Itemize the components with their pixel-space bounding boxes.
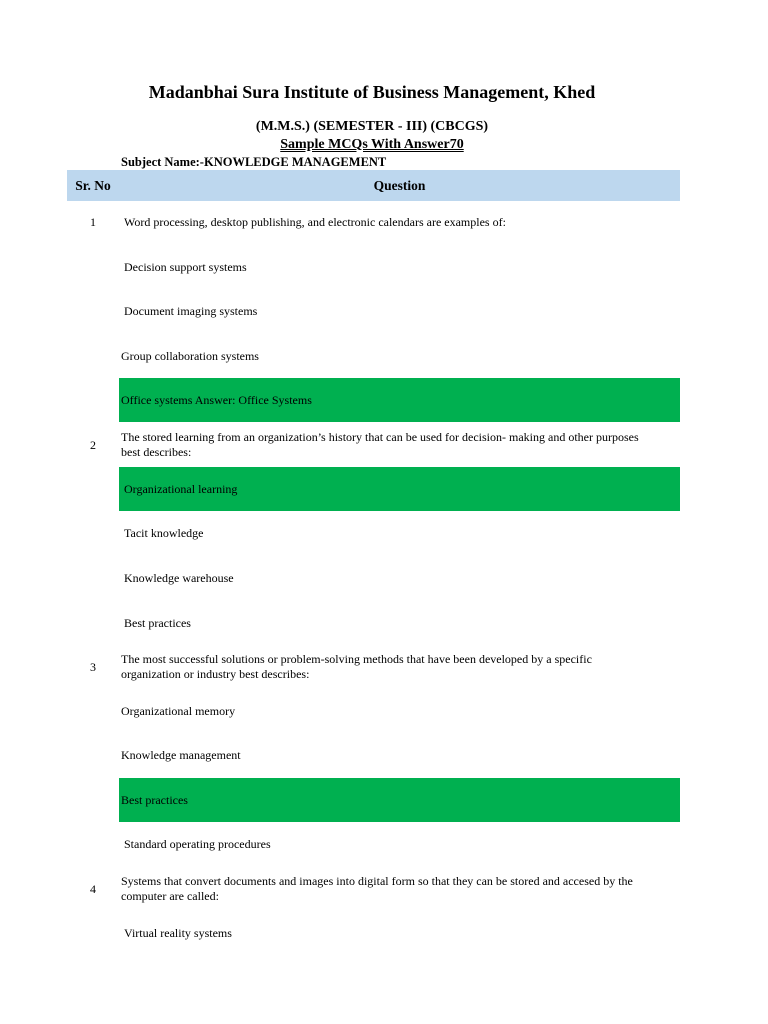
question-text: computer are called: — [121, 889, 219, 903]
correct-answer-option: Office systems Answer: Office Systems — [119, 378, 680, 422]
answer-option: Best practices — [124, 616, 191, 630]
question-number: 4 — [90, 882, 96, 896]
question-text: best describes: — [121, 445, 192, 459]
answer-option: Group collaboration systems — [121, 349, 259, 363]
question-text: Word processing, desktop publishing, and electronic calendars are examples of: — [124, 215, 506, 229]
answer-option: Document imaging systems — [124, 304, 258, 318]
answer-option: Virtual reality systems — [124, 926, 232, 940]
question-text: organization or industry best describes: — [121, 667, 310, 681]
column-header-sr-no: Sr. No — [75, 178, 111, 193]
question-text: Systems that convert documents and images into digital form so that they can be stored and accesed by the — [121, 874, 633, 888]
question-text: The most successful solutions or problem-solving methods that have been developed by a specific — [121, 652, 592, 666]
correct-answer-option: Organizational learning — [119, 467, 680, 511]
document-title: Madanbhai Sura Institute of Business Management, Khed — [148, 82, 596, 102]
column-header-question: Question — [373, 178, 426, 193]
answer-option: Organizational memory — [121, 704, 236, 718]
answer-option: Knowledge warehouse — [124, 571, 234, 585]
question-number: 3 — [90, 660, 96, 674]
correct-answer-option: Best practices — [119, 778, 680, 822]
subject-name: Subject Name:-KNOWLEDGE MANAGEMENT — [121, 155, 387, 169]
answer-option: Knowledge management — [121, 748, 241, 762]
question-number: 1 — [90, 215, 96, 229]
document-heading — [0, 137, 744, 153]
table-header-row — [67, 170, 680, 201]
answer-option: Standard operating procedures — [124, 837, 271, 851]
answer-option: Decision support systems — [124, 260, 247, 274]
document-heading-text: Sample MCQs With Answer70 — [280, 137, 464, 152]
document-subtitle: (M.M.S.) (SEMESTER - III) (CBCGS) — [255, 119, 489, 134]
answer-option: Tacit knowledge — [124, 526, 204, 540]
question-text: The stored learning from an organization’s history that can be used for decision- making and other purposes — [121, 430, 639, 444]
question-number: 2 — [90, 438, 96, 452]
